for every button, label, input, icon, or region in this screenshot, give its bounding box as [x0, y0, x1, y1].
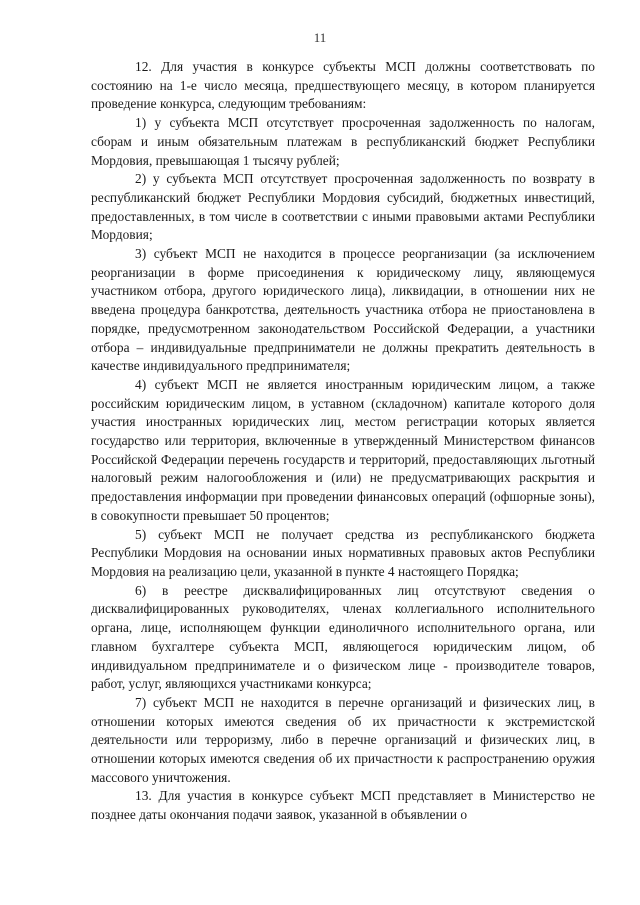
document-body: [91, 58, 595, 825]
paragraph-requirement-5: 5) субъект МСП не получает средства из республиканского бюджета Республики Мордовия на основании иных нормативных правовых актов Республики Мордовия на реализацию цели, указанной в пункте 4 настоящего Порядка;: [91, 526, 595, 579]
paragraph-requirement-3: 3) субъект МСП не находится в процессе реорганизации (за исключением реорганизации в форме присоединения к юридическому лицу, являющемуся участником отбора, другого юридического лица), ликвидации, в отношении них не введена процедура банкротства, деятельность участника отбора не приостановлена в порядке, предусмотренном законодательством Российской Федерации, а участники отбора – индивидуальные предприниматели не должны прекратить деятельность в качестве индивидуального предпринимателя;: [91, 246, 595, 374]
paragraph-requirement-7: 7) субъект МСП не находится в перечне организаций и физических лиц, в отношении которых имеются сведения об их причастности к экстремистской деятельности или терроризму, либо в перечне организаций и физических лиц, в отношении которых имеются сведения об их причастности к распространению оружия массового уничтожения.: [91, 694, 595, 785]
paragraph-requirement-6: 6) в реестре дисквалифицированных лиц отсутствуют сведения о дисквалифицированных руководителях, членах коллегиального исполнительного органа, лице, исполняющем функции единоличного исполнительного органа, или главном бухгалтере субъекта МСП, являющегося юридическим лицом, об индивидуальном предпринимателе и о физическом лице - производителе товаров, работ, услуг, являющихся участниками конкурса;: [91, 582, 595, 692]
paragraph-requirement-1: 1) у субъекта МСП отсутствует просроченная задолженность по налогам, сборам и иным обязательным платежам в республиканский бюджет Республики Мордовия, превышающая 1 тысячу рублей;: [91, 115, 595, 168]
paragraph-item-12-intro: 12. Для участия в конкурсе субъекты МСП должны соответствовать по состоянию на 1-е число месяца, предшествующего месяцу, в котором планируется проведение конкурса, следующим требованиям:: [91, 59, 595, 112]
page-number: 11: [313, 30, 327, 45]
paragraph-requirement-2: 2) у субъекта МСП отсутствует просроченная задолженность по возврату в республиканский бюджет Республики Мордовия субсидий, бюджетных инвестиций, предоставленных, в том числе в соответствии с иными правовыми актами Республики Мордовия;: [91, 171, 595, 243]
paragraph-requirement-4: 4) субъект МСП не является иностранным юридическим лицом, а также российским юридическим лицом, в уставном (складочном) капитале которого доля участия иностранных юридических лиц, местом регистрации которых является государство или территория, включенные в утвержденный Министерством финансов Российской Федерации перечень государств и территорий, предоставляющих льготный налоговый режим налогообложения и (или) не предусматривающих раскрытия и предоставления информации при проведении финансовых операций (офшорные зоны), в совокупности превышает 50 процентов;: [91, 376, 595, 523]
paragraph-item-13: 13. Для участия в конкурсе субъект МСП представляет в Министерство не позднее даты окончания подачи заявок, указанной в объявлении о: [91, 788, 595, 823]
